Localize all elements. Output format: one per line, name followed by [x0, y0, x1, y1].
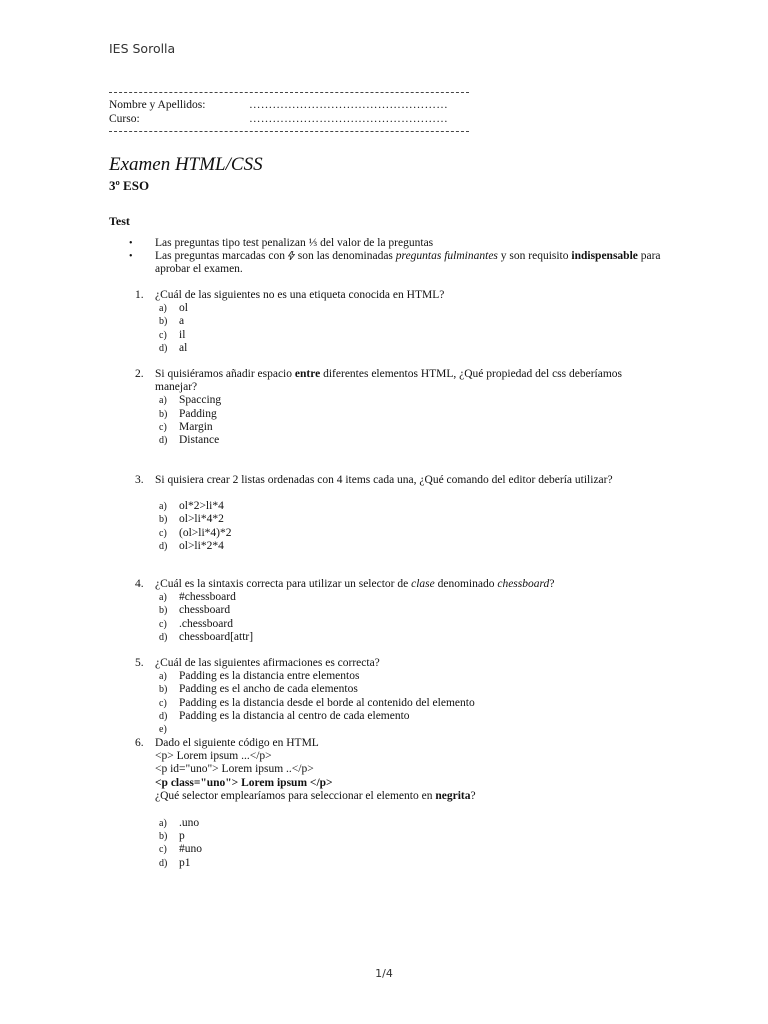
answer-option[interactable]: a) #chessboard	[159, 591, 236, 604]
page-number: 1/4	[375, 967, 393, 980]
name-dots: ……………………………………………	[249, 99, 448, 111]
question-ask: ¿Qué selector emplearíamos para seleccionar el elemento en negrita?	[155, 789, 476, 802]
question-text: 3. Si quisiera crear 2 listas ordenadas con 4 items cada una, ¿Qué comando del editor debería utilizar?	[135, 474, 613, 486]
course-field	[109, 113, 469, 127]
bullet-dot: •	[129, 238, 133, 249]
answer-option[interactable]: d) Padding es la distancia al centro de cada elemento	[159, 709, 410, 722]
question-text: 1. ¿Cuál de las siguientes no es una etiqueta conocida en HTML?	[135, 289, 445, 301]
question-6	[109, 737, 669, 870]
name-label: Nombre y Apellidos:	[109, 99, 206, 111]
answer-option[interactable]: d) ol>li*2*4	[159, 539, 224, 552]
section-heading: Test	[109, 214, 130, 228]
course-dots: ……………………………………………	[249, 113, 448, 125]
bullet-dot: •	[129, 251, 133, 263]
code-line: <p> Lorem ipsum ...</p>	[155, 750, 272, 763]
question-4	[109, 578, 669, 644]
answer-option[interactable]: a) Spaccing	[159, 394, 222, 407]
answer-option[interactable]: c) (ol>li*4)*2	[159, 526, 232, 539]
question-2	[109, 368, 629, 447]
question-text: 2. Si quisiéramos añadir espacio entre diferentes elementos HTML, ¿Qué propiedad del css deberíamos manejar?	[135, 368, 623, 394]
question-text: 4. ¿Cuál es la sintaxis correcta para utilizar un selector de clase denominado chessboard?	[135, 578, 555, 590]
answer-option[interactable]: b) ol>li*4*2	[159, 513, 224, 526]
answer-option[interactable]: a) Padding es la distancia entre elementos	[159, 670, 360, 683]
question-3	[109, 474, 689, 553]
exam-course: 3º ESO	[109, 178, 150, 193]
course-label: Curso:	[109, 113, 140, 125]
divider-top	[109, 92, 469, 93]
divider-bottom	[109, 131, 469, 132]
answer-option[interactable]: d) Distance	[159, 433, 220, 446]
answer-option[interactable]: e)	[159, 723, 167, 735]
school-header: IES Sorolla	[109, 41, 176, 56]
answer-option[interactable]: a) .uno	[159, 817, 200, 830]
instruction-item: • Las preguntas tipo test penalizan ⅓ del valor de la preguntas	[129, 237, 434, 249]
question-1	[109, 289, 669, 355]
code-line-bold: <p class="uno"> Lorem ipsum </p>	[155, 776, 333, 789]
question-text: 6. Dado el siguiente código en HTML	[135, 737, 319, 749]
name-field	[109, 99, 469, 113]
exam-title: Examen HTML/CSS	[109, 154, 263, 175]
instructions-list	[109, 237, 669, 277]
answer-option[interactable]: a) ol*2>li*4	[159, 500, 224, 513]
answer-option[interactable]: b) Padding	[159, 407, 217, 420]
question-5	[109, 657, 669, 736]
answer-option[interactable]: c) #uno	[159, 843, 202, 856]
answer-option[interactable]: c) .chessboard	[159, 617, 233, 630]
answer-option[interactable]: a) ol	[159, 302, 188, 315]
answer-option[interactable]: c) Margin	[159, 420, 213, 433]
question-text: 5. ¿Cuál de las siguientes afirmaciones es correcta?	[135, 657, 380, 669]
answer-option[interactable]: b) p	[159, 830, 185, 843]
answer-option[interactable]: d) p1	[159, 856, 191, 869]
answer-option[interactable]: b) chessboard	[159, 604, 231, 617]
answer-option[interactable]: c) Padding es la distancia desde el borde al contenido del elemento	[159, 696, 475, 709]
answer-option[interactable]: b) Padding es el ancho de cada elementos	[159, 683, 358, 696]
answer-option[interactable]: c) il	[159, 328, 186, 341]
answer-option[interactable]: b) a	[159, 315, 185, 328]
instruction-item: • Las preguntas marcadas con son las denominadas preguntas fulminantes y son requisito indispensable para aprobar el examen.	[129, 250, 661, 276]
answer-option[interactable]: d) al	[159, 341, 188, 354]
answer-option[interactable]: d) chessboard[attr]	[159, 630, 254, 643]
code-line: <p id="uno"> Lorem ipsum ..</p>	[155, 763, 314, 776]
lightning-icon	[288, 251, 295, 260]
